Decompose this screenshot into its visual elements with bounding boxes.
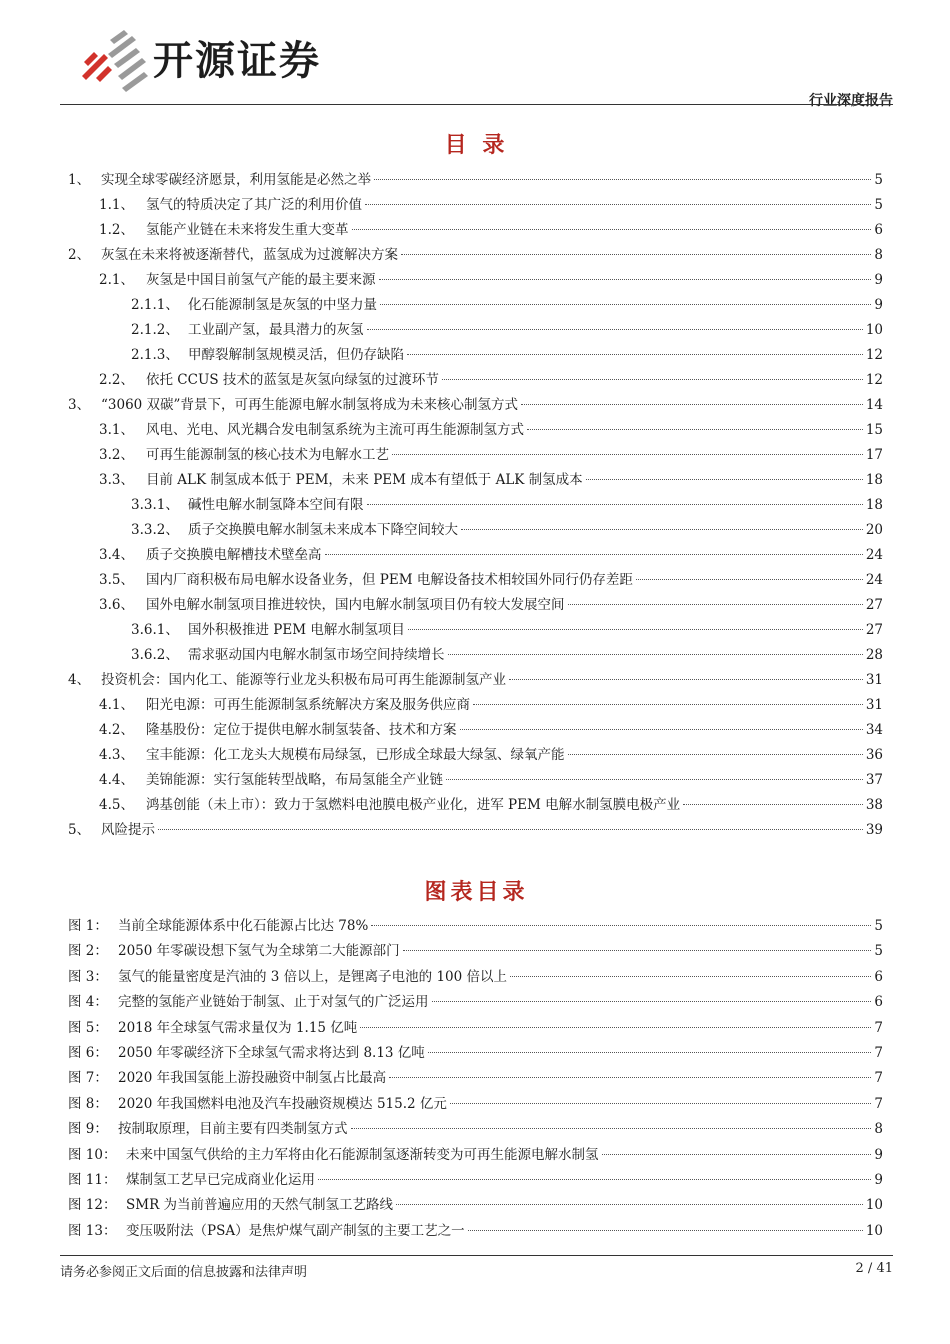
toc-entry-title: 国外积极推进 PEM 电解水制氢项目 [188,622,405,638]
figure-entry[interactable] [68,968,883,993]
figure-entry-title: 按制取原理，目前主要有四类制氢方式 [118,1121,348,1138]
toc-entry-title: 化石能源制氢是灰氢的中坚力量 [188,297,377,313]
toc-entry-page: 14 [865,397,883,413]
toc-entry-number: 2.2、 [99,372,134,388]
toc-entry-number: 3、 [68,397,91,413]
toc-entry[interactable] [68,671,883,696]
figure-entry[interactable] [68,1222,883,1247]
dot-leader [450,1103,872,1104]
figure-entry-label: 图 7： [68,1070,108,1087]
figure-entry-title: 2020 年我国氢能上游投融资中制氢占比最高 [118,1070,387,1087]
toc-entry-page: 10 [865,322,883,338]
dot-leader [371,925,871,926]
toc-entry-page: 12 [865,347,883,363]
kaiyuan-logo-icon [78,28,148,94]
figure-entry-label: 图 6： [68,1044,108,1061]
toc-entry-number: 3.6.1、 [131,622,179,638]
toc-entry[interactable] [68,471,883,496]
figure-entry-title: 当前全球能源体系中化石能源占比达 78% [118,918,369,934]
toc-entry-number: 3.3.2、 [131,522,179,538]
toc-entry-number: 2.1、 [99,272,134,288]
figure-entry[interactable] [68,1196,883,1221]
dot-leader [428,1052,872,1053]
toc-entry-page: 9 [874,297,883,313]
toc-entry-title: 风险提示 [101,822,155,838]
header-divider [60,104,893,105]
figure-entry[interactable] [68,917,883,942]
toc-entry-number: 3.6.2、 [131,647,179,663]
figure-entry-page: 6 [874,994,883,1011]
toc-entry-number: 3.3.1、 [131,497,179,513]
toc-entry-number: 3.2、 [99,447,134,463]
dot-leader [602,1154,872,1155]
figure-entry[interactable] [68,1120,883,1145]
toc-entry[interactable] [68,521,883,546]
toc-entry-title: 可再生能源制氢的核心技术为电解水工艺 [146,447,389,463]
dot-leader [367,504,863,505]
figure-entry-page: 8 [874,1121,883,1138]
figure-entry-label: 图 13： [68,1222,117,1239]
table-of-contents [68,171,883,846]
toc-entry[interactable] [68,271,883,296]
toc-entry-page: 6 [874,222,883,238]
toc-entry-number: 1、 [68,172,91,188]
toc-entry-number: 1.2、 [99,222,134,238]
toc-entry[interactable] [68,371,883,396]
dot-leader [568,754,863,755]
footer-disclaimer: 请务必参阅正文后面的信息披露和法律声明 [60,1265,308,1280]
toc-entry[interactable] [68,321,883,346]
figure-entry-page: 5 [874,918,883,934]
toc-entry-number: 2.1.1、 [131,297,179,313]
dot-leader [396,1204,863,1205]
toc-entry-title: 鸿基创能（未上市）：致力于氢燃料电池膜电极产业化，进军 PEM 电解水制氢膜电极产业 [146,797,681,813]
toc-entry-page: 28 [865,647,883,663]
toc-entry-page: 12 [865,372,883,388]
toc-entry-number: 2.1.3、 [131,347,179,363]
dot-leader [401,254,871,255]
toc-entry-number: 4、 [68,672,91,688]
toc-entry-number: 4.4、 [99,772,134,788]
toc-entry[interactable] [68,246,883,271]
toc-entry-title: 依托 CCUS 技术的蓝氢是灰氢向绿氢的过渡环节 [146,372,439,388]
toc-entry-title: 灰氢是中国目前氢气产能的最主要来源 [146,272,376,288]
brand-name: 开源证券 [153,38,321,84]
dot-leader [683,804,863,805]
toc-entry[interactable] [68,171,883,196]
figure-entry[interactable] [68,993,883,1018]
figure-list-heading: 图表目录 [424,880,529,905]
toc-entry-page: 31 [865,697,883,713]
figure-entry[interactable] [68,1095,883,1120]
toc-entry-page: 8 [874,247,883,263]
figure-entry-title: 2050 年零碳设想下氢气为全球第二大能源部门 [118,943,400,960]
figure-entry-label: 图 3： [68,968,108,985]
toc-entry[interactable] [68,546,883,571]
dot-leader [352,229,872,230]
toc-entry-title: 灰氢在未来将被逐渐替代，蓝氢成为过渡解决方案 [101,247,398,263]
toc-entry-title: 目前 ALK 制氢成本低于 PEM，未来 PEM 成本有望低于 ALK 制氢成本 [146,472,583,488]
figure-entry-page: 7 [874,1095,883,1112]
dot-leader [407,354,863,355]
toc-entry-title: 美锦能源：实行氢能转型战略，布局氢能全产业链 [146,772,443,788]
toc-entry-title: 阳光电源：可再生能源制氢系统解决方案及服务供应商 [146,697,470,713]
figure-entry-page: 7 [874,1044,883,1061]
dot-leader [367,329,863,330]
figure-entry-title: SMR 为当前普遍应用的天然气制氢工艺路线 [126,1197,394,1214]
figure-entry-page: 9 [874,1146,883,1163]
figure-entry-page: 10 [865,1197,883,1214]
toc-entry-number: 2、 [68,247,91,263]
toc-entry-page: 39 [865,822,883,838]
figure-entry-label: 图 2： [68,943,108,960]
toc-entry-number: 3.3、 [99,472,134,488]
figure-entry-label: 图 10： [68,1146,117,1163]
figure-entry[interactable] [68,1019,883,1044]
figure-entry-title: 完整的氢能产业链始于制氢、止于对氢气的广泛运用 [118,994,429,1011]
dot-leader [460,729,863,730]
toc-entry-title: 国外电解水制氢项目推进较快，国内电解水制氢项目仍有较大发展空间 [146,597,565,613]
figure-entry-title: 未来中国氢气供给的主力军将由化石能源制氢逐渐转变为可再生能源电解水制氢 [126,1146,599,1163]
figure-entry-label: 图 8： [68,1095,108,1112]
dot-leader [461,529,863,530]
dot-leader [408,629,863,630]
toc-entry-page: 9 [874,272,883,288]
toc-entry-title: 质子交换膜电解水制氢未来成本下降空间较大 [188,522,458,538]
figure-entry[interactable] [68,1171,883,1196]
dot-leader [403,950,872,951]
toc-entry[interactable] [68,596,883,621]
dot-leader [389,1077,871,1078]
toc-entry-title: 氢能产业链在未来将发生重大变革 [146,222,349,238]
toc-entry[interactable] [68,771,883,796]
footer-divider [60,1255,893,1256]
dot-leader [473,704,863,705]
toc-entry[interactable] [68,721,883,746]
toc-entry-page: 17 [865,447,883,463]
toc-entry-number: 4.5、 [99,797,134,813]
figure-entry-page: 6 [874,968,883,985]
toc-entry[interactable] [68,346,883,371]
toc-entry-title: 需求驱动国内电解水制氢市场空间持续增长 [188,647,445,663]
dot-leader [365,204,871,205]
figure-list [68,917,883,1247]
figure-entry-page: 7 [874,1070,883,1087]
toc-entry-page: 27 [865,597,883,613]
toc-entry-title: 隆基股份：定位于提供电解水制氢装备、技术和方案 [146,722,457,738]
figure-entry-title: 变压吸附法（PSA）是焦炉煤气副产制氢的主要工艺之一 [126,1222,465,1239]
dot-leader [510,976,871,977]
toc-entry[interactable] [68,496,883,521]
toc-entry-number: 2.1.2、 [131,322,179,338]
figure-entry[interactable] [68,1044,883,1069]
report-type-label: 行业深度报告 [809,93,893,109]
figure-entry-title: 氢气的能量密度是汽油的 3 倍以上，是锂离子电池的 100 倍以上 [118,968,508,985]
dot-leader [468,1230,863,1231]
dot-leader [586,479,863,480]
dot-leader [527,429,863,430]
toc-entry-title: 宝丰能源：化工龙头大规模布局绿氢，已形成全球最大绿氢、绿氧产能 [146,747,565,763]
toc-entry-page: 20 [865,522,883,538]
figure-entry[interactable] [68,1069,883,1094]
toc-heading: 目 录 [444,133,509,158]
figure-entry-label: 图 12： [68,1197,117,1214]
figure-entry-page: 7 [874,1019,883,1036]
toc-entry-number: 4.3、 [99,747,134,763]
dot-leader [446,779,863,780]
toc-entry-title: 投资机会：国内化工、能源等行业龙头积极布局可再生能源制氢产业 [101,672,506,688]
dot-leader [360,1027,871,1028]
toc-entry-number: 3.5、 [99,572,134,588]
toc-entry[interactable] [68,296,883,321]
toc-entry-title: 工业副产氢，最具潜力的灰氢 [188,322,364,338]
toc-entry-title: 氢气的特质决定了其广泛的利用价值 [146,197,362,213]
toc-entry-page: 5 [874,197,883,213]
figure-entry-page: 5 [874,943,883,960]
toc-entry-page: 5 [874,172,883,188]
toc-entry[interactable] [68,746,883,771]
toc-entry-page: 31 [865,672,883,688]
toc-entry-title: 质子交换膜电解槽技术壁垒高 [146,547,322,563]
figure-entry-label: 图 4： [68,994,108,1011]
toc-entry[interactable] [68,446,883,471]
figure-entry-title: 2050 年零碳经济下全球氢气需求将达到 8.13 亿吨 [118,1044,425,1061]
figure-entry-page: 9 [874,1171,883,1188]
toc-entry-number: 5、 [68,822,91,838]
dot-leader [351,1128,872,1129]
dot-leader [568,604,863,605]
figure-entry-label: 图 11： [68,1171,117,1188]
dot-leader [392,454,863,455]
toc-entry-page: 24 [865,547,883,563]
dot-leader [380,304,871,305]
page-indicator: 2 / 41 [855,1261,893,1276]
toc-entry-page: 36 [865,747,883,763]
figure-entry-title: 煤制氢工艺早已完成商业化运用 [126,1171,315,1188]
dot-leader [325,554,863,555]
toc-entry[interactable] [68,646,883,671]
dot-leader [448,654,863,655]
toc-entry-number: 3.6、 [99,597,134,613]
toc-entry[interactable] [68,196,883,221]
dot-leader [636,579,863,580]
toc-entry-title: “3060 双碳”背景下，可再生能源电解水制氢将成为未来核心制氢方式 [101,397,518,413]
figure-entry[interactable] [68,1146,883,1171]
toc-entry-page: 27 [865,622,883,638]
toc-entry-number: 3.4、 [99,547,134,563]
dot-leader [379,279,872,280]
toc-entry-page: 18 [865,472,883,488]
toc-entry[interactable] [68,421,883,446]
dot-leader [432,1001,872,1002]
toc-entry-number: 4.1、 [99,697,134,713]
toc-entry-page: 24 [865,572,883,588]
dot-leader [374,179,871,180]
dot-leader [521,404,863,405]
toc-entry-title: 碱性电解水制氢降本空间有限 [188,497,364,513]
toc-entry-page: 37 [865,772,883,788]
dot-leader [442,379,863,380]
toc-entry-title: 国内厂商积极布局电解水设备业务，但 PEM 电解设备技术相较国外同行仍存差距 [146,572,633,588]
toc-entry-page: 15 [865,422,883,438]
figure-entry-title: 2020 年我国燃料电池及汽车投融资规模达 515.2 亿元 [118,1095,447,1112]
toc-entry-number: 1.1、 [99,197,134,213]
toc-entry-title: 风电、光电、风光耦合发电制氢系统为主流可再生能源制氢方式 [146,422,524,438]
toc-entry[interactable] [68,821,883,846]
toc-entry-number: 3.1、 [99,422,134,438]
toc-entry[interactable] [68,571,883,596]
toc-entry[interactable] [68,396,883,421]
toc-entry-page: 38 [865,797,883,813]
dot-leader [318,1179,871,1180]
figure-entry-title: 2018 年全球氢气需求量仅为 1.15 亿吨 [118,1019,358,1036]
toc-entry-page: 18 [865,497,883,513]
figure-entry-label: 图 9： [68,1121,108,1138]
page-header [60,20,893,112]
dot-leader [509,679,863,680]
figure-entry-label: 图 5： [68,1019,108,1036]
toc-entry[interactable] [68,796,883,821]
toc-entry-title: 实现全球零碳经济愿景，利用氢能是必然之举 [101,172,371,188]
figure-entry-page: 10 [865,1222,883,1239]
figure-entry[interactable] [68,942,883,967]
toc-entry-page: 34 [865,722,883,738]
toc-entry[interactable] [68,621,883,646]
dot-leader [158,829,863,830]
toc-entry[interactable] [68,221,883,246]
toc-entry-number: 4.2、 [99,722,134,738]
toc-entry[interactable] [68,696,883,721]
toc-entry-title: 甲醇裂解制氢规模灵活，但仍存缺陷 [188,347,404,363]
figure-entry-label: 图 1： [68,918,108,934]
